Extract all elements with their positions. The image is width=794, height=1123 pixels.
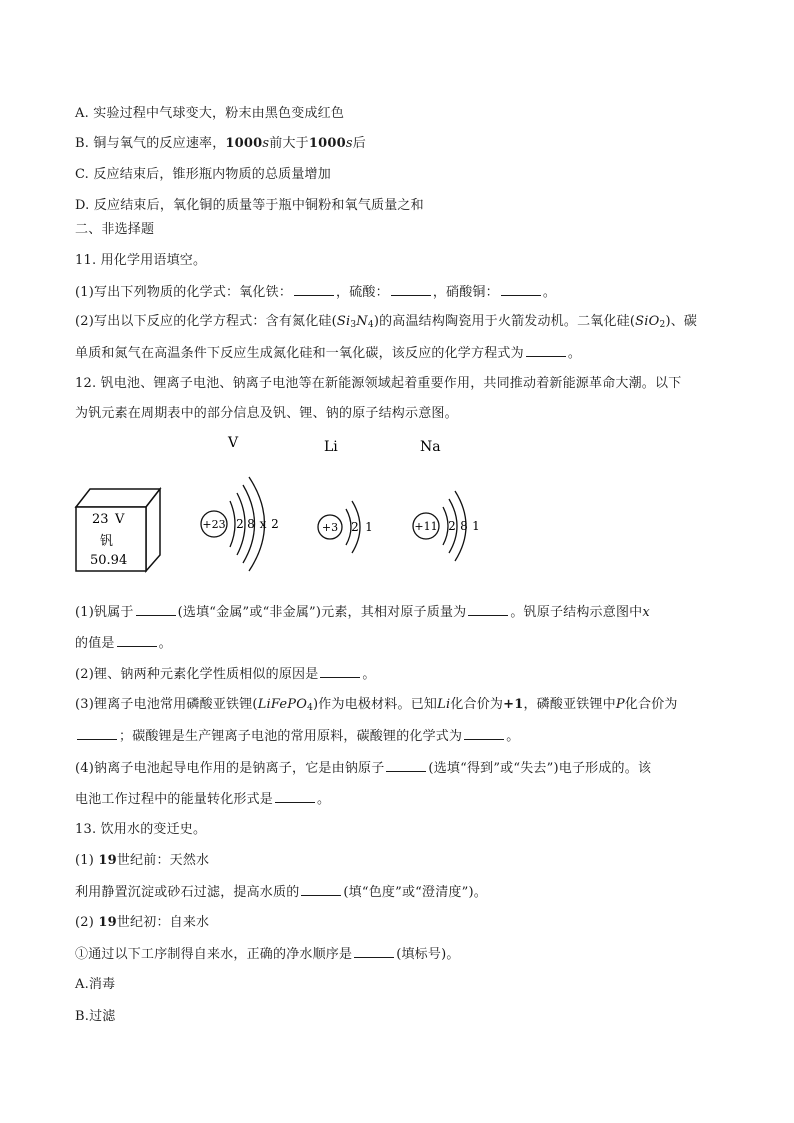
q12-part3-line1: (3)锂离子电池常用磷酸亚铁锂(LiFePO$_4$)作为电极材料。已知Li化合价为+1，磷酸亚铁锂中P化合价为: [75, 697, 678, 713]
q12-part3-line2: ；碳酸锂是生产锂离子电池的常用原料，碳酸锂的化学式为 。: [75, 728, 519, 745]
nucleus-charge: +11: [414, 520, 438, 533]
q12-part1-line2: 的值是 。: [75, 636, 172, 651]
atom-diagram-li: [318, 439, 373, 553]
q12-part1-line1: (1)钒属于 (选填“金属”或“非金属”)元素，其相对原子质量为 。钒原子结构示意图中x: [75, 605, 650, 620]
shell-electrons: x: [259, 517, 267, 531]
q13-option-a: A.消毒: [75, 977, 116, 992]
shell-electrons: 2: [351, 520, 359, 534]
atom-label: Na: [420, 439, 441, 455]
answer-blank[interactable]: [354, 946, 394, 958]
answer-blank[interactable]: [117, 635, 157, 647]
shell-electrons: 8: [247, 517, 255, 531]
answer-blank[interactable]: [386, 760, 426, 772]
shell-electrons: 1: [365, 520, 373, 534]
q13-stem: 13. 饮用水的变迁史。: [75, 822, 207, 837]
q12-part2: (2)锂、钠两种元素化学性质相似的原因是 。: [75, 667, 376, 682]
atom-label: V: [228, 435, 239, 451]
atom-diagram-na: [413, 439, 480, 561]
q11-part2-line1: (2)写出以下反应的化学方程式：含有氮化硅$(Si_3N_4)$的高温结构陶瓷用于火箭发动机。二氧化硅(SiO$_2$)、碳: [75, 314, 698, 330]
q12-stem-line2: 为钒元素在周期表中的部分信息及钒、锂、钠的原子结构示意图。: [75, 406, 458, 421]
option-a: A. 实验过程中气球变大，粉末由黑色变成红色: [75, 106, 345, 121]
shell-electrons: 8: [460, 519, 468, 533]
answer-blank[interactable]: [526, 345, 566, 357]
q11-part2-line2: 单质和氮气在高温条件下反应生成氮化硅和一氧化碳，该反应的化学方程式为 。: [75, 346, 582, 361]
q12-part4-line1: (4)钠离子电池起导电作用的是钠离子，它是由钠原子 (选填“得到”或“失去”)电子形成的。该: [75, 761, 652, 776]
option-b: B. 铜与氧气的反应速率，1000s前大于1000s后: [75, 136, 366, 151]
q11-stem: 11. 用化学用语填空。: [75, 253, 207, 268]
nucleus-charge: +3: [321, 521, 339, 534]
answer-blank[interactable]: [320, 666, 360, 678]
atom-diagram-v: [201, 435, 279, 571]
answer-blank[interactable]: [136, 604, 176, 616]
answer-blank[interactable]: [301, 884, 341, 896]
option-d: D. 反应结束后，氧化铜的质量等于瓶中铜粉和氧气质量之和: [75, 198, 424, 213]
q13-part2-title: (2) 19世纪初：自来水: [75, 915, 210, 930]
shell-electrons: 2: [448, 519, 456, 533]
atom-label: Li: [324, 439, 338, 455]
q11-part1: (1)写出下列物质的化学式：氧化铁： ，硫酸： ，硝酸铜： 。: [75, 285, 557, 300]
q13-option-b: B.过滤: [75, 1009, 116, 1024]
q13-part1-text: 利用静置沉淀或砂石过滤，提高水质的 (填“色度”或“澄清度”)。: [75, 885, 487, 900]
answer-blank[interactable]: [294, 284, 334, 296]
nucleus-charge: +23: [202, 518, 226, 531]
q12-stem-line1: 12. 钒电池、锂离子电池、钠离子电池等在新能源领域起着重要作用，共同推动着新能源革命大潮。以下: [75, 376, 682, 391]
element-symbol: V: [115, 512, 125, 527]
answer-blank[interactable]: [275, 791, 315, 803]
answer-blank[interactable]: [77, 728, 117, 740]
q13-part2-sub: ①通过以下工序制得自来水，正确的净水顺序是 (填标号)。: [75, 947, 460, 962]
shell-electrons: 1: [472, 519, 480, 533]
periodic-element-box: [76, 489, 160, 571]
atomic-number: 23: [92, 512, 109, 527]
answer-blank[interactable]: [464, 728, 504, 740]
option-c: C. 反应结束后，锥形瓶内物质的总质量增加: [75, 167, 331, 182]
section-title: 二、非选择题: [75, 222, 155, 237]
element-name: 钒: [100, 534, 114, 549]
q12-part4-line2: 电池工作过程中的能量转化形式是 。: [75, 792, 331, 807]
q13-part1-title: (1) 19世纪前：天然水: [75, 853, 210, 868]
atomic-mass: 50.94: [90, 553, 128, 568]
answer-blank[interactable]: [468, 604, 508, 616]
atomic-structure-figure: [60, 425, 500, 585]
answer-blank[interactable]: [391, 284, 431, 296]
shell-electrons: 2: [271, 517, 279, 531]
answer-blank[interactable]: [501, 284, 541, 296]
shell-electrons: 2: [236, 517, 244, 531]
